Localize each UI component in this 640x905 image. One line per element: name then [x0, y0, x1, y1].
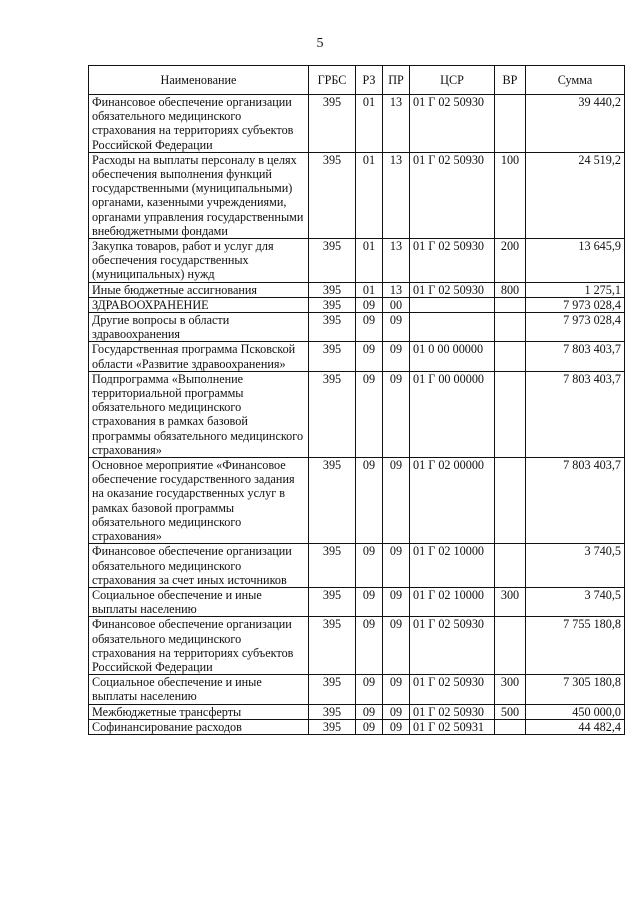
- header-grbs: ГРБС: [309, 66, 356, 95]
- table-row: [89, 282, 625, 297]
- cell-rz: 09: [356, 371, 383, 457]
- table-header: [89, 66, 625, 95]
- cell-rz: 01: [356, 95, 383, 153]
- cell-vr: [495, 95, 526, 153]
- cell-pr: 09: [383, 675, 410, 704]
- cell-vr: [495, 719, 526, 734]
- cell-pr: 13: [383, 95, 410, 153]
- cell-vr: 800: [495, 282, 526, 297]
- cell-vr: [495, 297, 526, 312]
- cell-name: Социальное обеспечение и иные выплаты населению: [89, 587, 309, 616]
- cell-csr: [410, 313, 495, 342]
- cell-pr: 09: [383, 544, 410, 588]
- cell-csr: 01 Г 02 50930: [410, 152, 495, 238]
- cell-vr: 100: [495, 152, 526, 238]
- cell-grbs: 395: [309, 544, 356, 588]
- cell-vr: [495, 458, 526, 544]
- page-number: 5: [316, 36, 324, 51]
- cell-name: Финансовое обеспечение организации обязательного медицинского страхования за счет иных источников: [89, 544, 309, 588]
- cell-csr: 01 Г 02 50930: [410, 704, 495, 719]
- cell-grbs: 395: [309, 675, 356, 704]
- cell-vr: [495, 313, 526, 342]
- cell-sum: 24 519,2: [526, 152, 625, 238]
- cell-name: Основное мероприятие «Финансовое обеспечение государственного задания на оказание государственных услуг в рамках базовой программы обязательного медицинского страхования»: [89, 458, 309, 544]
- cell-rz: 09: [356, 297, 383, 312]
- cell-pr: 13: [383, 152, 410, 238]
- header-csr: ЦСР: [410, 66, 495, 95]
- cell-sum: 7 803 403,7: [526, 371, 625, 457]
- cell-pr: 09: [383, 371, 410, 457]
- table-row: [89, 152, 625, 238]
- cell-sum: 7 973 028,4: [526, 297, 625, 312]
- cell-name: Финансовое обеспечение организации обязательного медицинского страхования на территориях субъектов Российской Федерации: [89, 95, 309, 153]
- cell-name: ЗДРАВООХРАНЕНИЕ: [89, 297, 309, 312]
- cell-name: Социальное обеспечение и иные выплаты населению: [89, 675, 309, 704]
- table-row: [89, 617, 625, 675]
- cell-sum: 7 803 403,7: [526, 342, 625, 371]
- cell-csr: 01 Г 02 50930: [410, 282, 495, 297]
- cell-grbs: 395: [309, 704, 356, 719]
- table-row: [89, 704, 625, 719]
- cell-csr: 01 Г 02 50931: [410, 719, 495, 734]
- table-row: [89, 371, 625, 457]
- cell-sum: 7 305 180,8: [526, 675, 625, 704]
- budget-table: [88, 65, 625, 735]
- cell-rz: 01: [356, 152, 383, 238]
- header-vr: ВР: [495, 66, 526, 95]
- cell-grbs: 395: [309, 152, 356, 238]
- cell-rz: 09: [356, 342, 383, 371]
- cell-grbs: 395: [309, 458, 356, 544]
- cell-name: Государственная программа Псковской области «Развитие здравоохранения»: [89, 342, 309, 371]
- cell-rz: 09: [356, 719, 383, 734]
- cell-rz: 01: [356, 282, 383, 297]
- cell-rz: 09: [356, 544, 383, 588]
- table-row: [89, 458, 625, 544]
- cell-grbs: 395: [309, 371, 356, 457]
- header-rz: РЗ: [356, 66, 383, 95]
- cell-pr: 09: [383, 313, 410, 342]
- cell-sum: 39 440,2: [526, 95, 625, 153]
- cell-vr: [495, 371, 526, 457]
- table-row: [89, 342, 625, 371]
- cell-grbs: 395: [309, 617, 356, 675]
- header-sum: Сумма: [526, 66, 625, 95]
- cell-name: Другие вопросы в области здравоохранения: [89, 313, 309, 342]
- table-row: [89, 719, 625, 734]
- cell-sum: 44 482,4: [526, 719, 625, 734]
- cell-grbs: 395: [309, 95, 356, 153]
- cell-csr: 01 Г 02 50930: [410, 675, 495, 704]
- cell-csr: 01 Г 02 50930: [410, 239, 495, 283]
- cell-pr: 09: [383, 704, 410, 719]
- cell-pr: 13: [383, 239, 410, 283]
- header-pr: ПР: [383, 66, 410, 95]
- header-name: Наименование: [89, 66, 309, 95]
- cell-sum: 7 755 180,8: [526, 617, 625, 675]
- table-row: [89, 544, 625, 588]
- cell-pr: 09: [383, 587, 410, 616]
- cell-pr: 09: [383, 617, 410, 675]
- cell-vr: 300: [495, 587, 526, 616]
- cell-name: Расходы на выплаты персоналу в целях обеспечения выполнения функций государственными (муниципальными) органами, казенными учреждениями, органами управления государственными внебюджетными фондами: [89, 152, 309, 238]
- cell-pr: 00: [383, 297, 410, 312]
- cell-rz: 09: [356, 458, 383, 544]
- cell-sum: 450 000,0: [526, 704, 625, 719]
- cell-pr: 09: [383, 458, 410, 544]
- cell-csr: [410, 297, 495, 312]
- table-row: [89, 297, 625, 312]
- cell-grbs: 395: [309, 587, 356, 616]
- cell-sum: 13 645,9: [526, 239, 625, 283]
- cell-grbs: 395: [309, 342, 356, 371]
- cell-pr: 13: [383, 282, 410, 297]
- cell-rz: 01: [356, 239, 383, 283]
- cell-vr: 200: [495, 239, 526, 283]
- table-body: [89, 95, 625, 735]
- cell-pr: 09: [383, 719, 410, 734]
- cell-pr: 09: [383, 342, 410, 371]
- cell-name: Межбюджетные трансферты: [89, 704, 309, 719]
- cell-rz: 09: [356, 587, 383, 616]
- cell-csr: 01 Г 02 50930: [410, 95, 495, 153]
- cell-csr: 01 Г 02 10000: [410, 544, 495, 588]
- cell-grbs: 395: [309, 719, 356, 734]
- cell-csr: 01 Г 02 10000: [410, 587, 495, 616]
- cell-name: Иные бюджетные ассигнования: [89, 282, 309, 297]
- cell-grbs: 395: [309, 239, 356, 283]
- cell-vr: [495, 342, 526, 371]
- cell-csr: 01 Г 02 00000: [410, 458, 495, 544]
- table-row: [89, 239, 625, 283]
- table-row: [89, 587, 625, 616]
- cell-grbs: 395: [309, 297, 356, 312]
- cell-vr: 300: [495, 675, 526, 704]
- cell-sum: 7 803 403,7: [526, 458, 625, 544]
- cell-sum: 3 740,5: [526, 544, 625, 588]
- cell-rz: 09: [356, 313, 383, 342]
- cell-rz: 09: [356, 675, 383, 704]
- cell-csr: 01 Г 00 00000: [410, 371, 495, 457]
- cell-name: Софинансирование расходов: [89, 719, 309, 734]
- cell-vr: [495, 617, 526, 675]
- header-row: [89, 66, 625, 95]
- table-row: [89, 313, 625, 342]
- cell-vr: [495, 544, 526, 588]
- cell-sum: 3 740,5: [526, 587, 625, 616]
- table-row: [89, 675, 625, 704]
- cell-name: Финансовое обеспечение организации обязательного медицинского страхования на территориях субъектов Российской Федерации: [89, 617, 309, 675]
- cell-grbs: 395: [309, 313, 356, 342]
- cell-rz: 09: [356, 617, 383, 675]
- cell-vr: 500: [495, 704, 526, 719]
- cell-csr: 01 Г 02 50930: [410, 617, 495, 675]
- cell-rz: 09: [356, 704, 383, 719]
- cell-name: Закупка товаров, работ и услуг для обеспечения государственных (муниципальных) нужд: [89, 239, 309, 283]
- cell-grbs: 395: [309, 282, 356, 297]
- table-row: [89, 95, 625, 153]
- cell-csr: 01 0 00 00000: [410, 342, 495, 371]
- cell-sum: 7 973 028,4: [526, 313, 625, 342]
- cell-sum: 1 275,1: [526, 282, 625, 297]
- cell-name: Подпрограмма «Выполнение территориальной программы обязательного медицинского страхования в рамках базовой программы обязательного медицинского страхования»: [89, 371, 309, 457]
